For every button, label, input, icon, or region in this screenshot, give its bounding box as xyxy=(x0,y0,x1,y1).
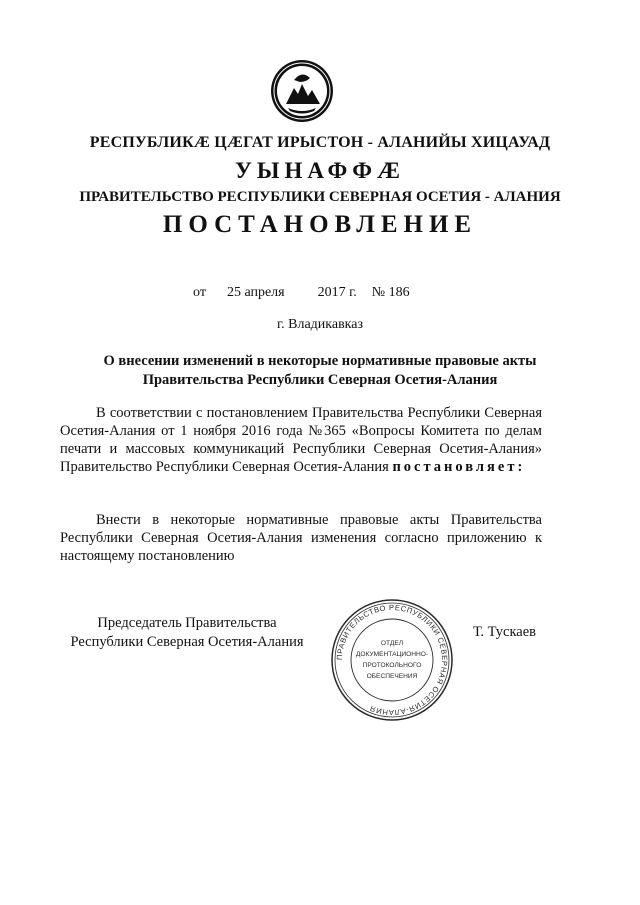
seal-inner-line-1: ОТДЕЛ xyxy=(380,640,404,647)
operative-paragraph xyxy=(60,511,542,565)
signatory-title-line-2: Республики Северная Осетия-Алания xyxy=(70,634,304,650)
coat-of-arms-emblem xyxy=(264,58,340,124)
seal-inner-line-2: ДОКУМЕНТАЦИОННО- xyxy=(355,651,429,658)
signatory-title-line-1: Председатель Правительства xyxy=(97,615,277,631)
seal-outer-text: ПРАВИТЕЛЬСТВО РЕСПУБЛИКИ СЕВЕРНАЯ ОСЕТИЯ-АЛАНИЯ xyxy=(334,602,450,718)
header-decree-ossetian: УЫНАФФӔ xyxy=(234,158,406,183)
subject-line-2: Правительства Республики Северная Осетия-Алания xyxy=(142,372,498,388)
signatory-title xyxy=(62,614,312,652)
signatory-name: Т. Тускаев xyxy=(473,624,537,640)
operative-text: Внести в некоторые нормативные правовые акты Правительства Республики Северная Осетия-Алания изменения согласно приложению к настоящему постановлению xyxy=(60,512,542,564)
preamble-paragraph xyxy=(60,404,542,476)
subject-heading xyxy=(60,352,580,390)
header-republic-ossetian: РЕСПУБЛИКӔ ЦӔГАТ ИРЫСТОН - АЛАНИЙЫ ХИЦАУАД xyxy=(89,134,551,151)
seal-inner-line-3: ПРОТОКОЛЬНОГО xyxy=(362,662,422,669)
document-type-title: ПОСТАНОВЛЕНИЕ xyxy=(162,211,478,238)
subject-line-1: О внесении изменений в некоторые нормативные правовые акты xyxy=(103,353,537,369)
official-seal xyxy=(329,597,455,723)
date-line xyxy=(193,285,410,301)
date-year: 2017 г. xyxy=(317,285,357,300)
seal-inner-line-4: ОБЕСПЕЧЕНИЯ xyxy=(366,673,418,680)
header-government-russian: ПРАВИТЕЛЬСТВО РЕСПУБЛИКИ СЕВЕРНАЯ ОСЕТИЯ - АЛАНИЯ xyxy=(79,189,561,205)
svg-text:ПРАВИТЕЛЬСТВО РЕСПУБЛИКИ СЕВЕР xyxy=(335,603,449,717)
date-prefix: от xyxy=(193,285,206,300)
city: г. Владикавказ xyxy=(276,317,364,332)
document-number: № 186 xyxy=(371,285,410,300)
preamble-text: В соответствии с постановлением Правительства Республики Северная Осетия-Алания от 1 ноября 2016 года №365 «Вопросы Комитета по делам печати и массовых коммуникаций Республики Северная Осетия-Алания» Правительство Республики Северная Осетия-Алания xyxy=(60,405,542,475)
decree-word: постановляет: xyxy=(392,459,526,475)
date-value: 25 апреля xyxy=(226,285,285,300)
